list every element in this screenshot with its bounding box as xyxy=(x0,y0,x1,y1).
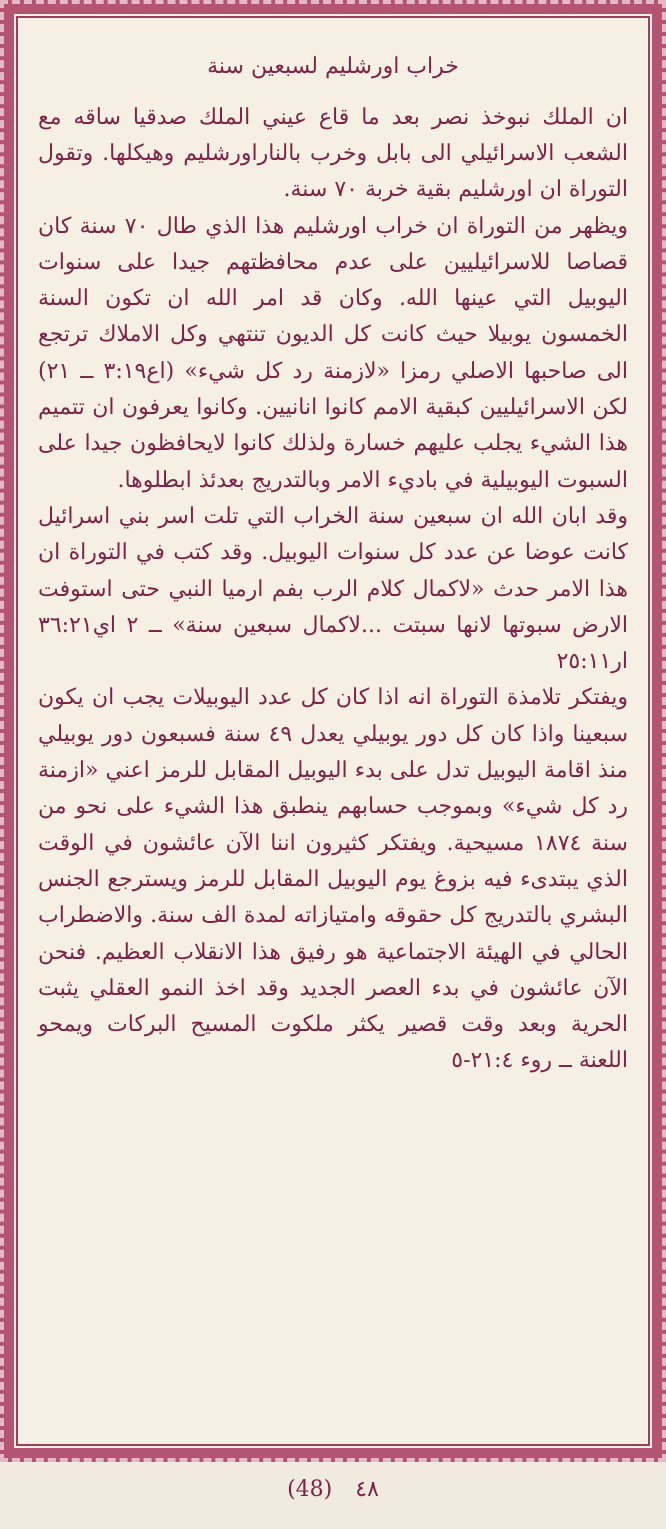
paragraph-1: ان الملك نبوخذ نصر بعد ما قاع عيني الملك صدقيا ساقه مع الشعب الاسرائيلي الى بابل وخرب بالناراورشليم وهيكلها. وتقول التوراة ان اورشليم بقية خربة ٧٠ سنة. xyxy=(38,104,628,203)
page-title: خراب اورشليم لسبعين سنة xyxy=(207,54,459,79)
page-number-arabic: ٤٨ xyxy=(355,1477,379,1502)
paragraph-4: ويفتكر تلامذة التوراة انه اذا كان كل عدد اليوبيلات يجب ان يكون سبعينا واذا كان كل دور يوبيلي يعدل ٤٩ سنة فسبعون دور يوبيلي منذ اقامة اليوبيل تدل على بدء اليوبيل المقابل للرمز اعني «ازمنة رد كل شيء» وبموجب حسابهم ينطبق هذا الشيء على نحو من سنة ١٨٧٤ مسيحية. ويفتكر كثيرون اننا الآن عائشون في الوقت الذي يبتدىء فيه بزوغ يوم اليوبيل المقابل للرمز ويسترجع الجنس البشري بالتدريج كل حقوقه وامتيازاته لمدة الف سنة. والاضطراب الحالي في الهيئة الاجتماعية هو رفيق هذا الانقلاب العظيم. فنحن الآن عائشون في بدء العصر الجديد وقد اخذ النمو العقلي يثبت الحرية وبعد وقت قصير يكثر ملكوت المسيح البركات ويمحو اللعنة ــ روء ٢١:٤-٥ xyxy=(38,685,629,1074)
page-content xyxy=(38,40,628,1428)
page-number-latin: (48) xyxy=(287,1477,333,1502)
paragraph-2: ويظهر من التوراة ان خراب اورشليم هذا الذي طال ٧٠ سنة كان قصاصا للاسرائيليين على عدم محافظتهم جيدا على سنوات اليوبيل التي عينها الله. وكان قد امر الله ان تكون السنة الخمسون يوبيلا حيث كانت كل الديون تنتهي وكل الاملاك ترتجع الى صاحبها الاصلي رمزا «لازمنة رد كل شيء» (اع٣:١٩ ــ ٢١) لكن الاسرائيليين كبقية الامم كانوا انانيين. وكانوا يعرفون ان تتميم هذا الشيء يجلب عليهم خسارة ولذلك كانوا لايحافظون جيدا على السبوت اليوبيلية في باديء الامر وبالتدريج بعدئذ ابطلوها. xyxy=(38,213,629,493)
paragraph-3: وقد ابان الله ان سبعين سنة الخراب التي تلت اسر بني اسرائيل كانت عوضا عن عدد كل سنوات اليوبيل. وقد كتب في التوراة ان هذا الامر حدث «لاكمال كلام الرب بفم ارميا النبي حتى استوفت الارض سبوتها لانها سبتت ...لاكمال سبعين سنة» ــ ٢ اي٣٦:٢١ ار٢٥:١١ xyxy=(38,503,628,675)
page-number xyxy=(0,1477,666,1502)
